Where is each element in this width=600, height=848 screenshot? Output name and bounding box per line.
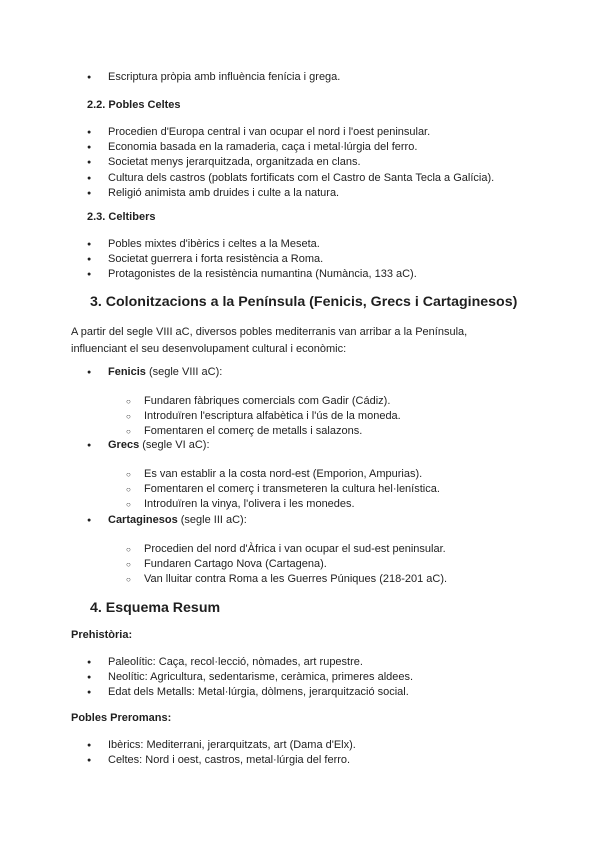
list-item: ● Edat dels Metalls: Metal·lúrgia, dòlmens, jerarquització social. (71, 685, 413, 700)
list-item: ● Economia basada en la ramaderia, caça i metal·lúrgia del ferro. (71, 140, 494, 155)
group-item-fenicis (71, 365, 222, 380)
cartaginesos-sublist (0, 542, 447, 588)
list-item: ● Pobles mixtes d'ibèrics i celtes a la Meseta. (71, 237, 417, 252)
section-heading-esquema: 4. Esquema Resum (90, 600, 221, 616)
intro-line: influenciant el seu desenvolupament cultural i econòmic: (71, 342, 347, 355)
list-item: ● Paleolític: Caça, recol·lecció, nòmades, art rupestre. (71, 655, 413, 670)
grecs-group (0, 438, 210, 453)
celtes-list (0, 125, 494, 201)
colonitzacions-intro (71, 324, 531, 357)
list-item: ● Celtes: Nord i oest, castros, metal·lúrgia del ferro. (71, 753, 356, 768)
sublist-item: ○ Van lluitar contra Roma a les Guerres Púniques (218-201 aC). (85, 572, 447, 587)
list-item: ● Societat menys jerarquitzada, organitzada en clans. (71, 155, 494, 170)
list-item: ● Escriptura pròpia amb influència fenícia i grega. (71, 70, 340, 85)
list-item: ● Cultura dels castros (poblats fortificats com el Castro de Santa Tecla a Galícia). (71, 171, 494, 186)
cartaginesos-group (0, 513, 247, 528)
sublist-item: ○ Fomentaren el comerç i transmeteren la cultura hel·lenística. (85, 482, 440, 497)
group-item-grecs (71, 438, 210, 453)
group-period: (segle VIII aC): (145, 366, 223, 378)
list-item: ● Religió animista amb druides i culte a la natura. (71, 186, 494, 201)
sublist-item: ○ Introduïren l'escriptura alfabètica i l'ús de la moneda. (85, 409, 401, 424)
list-item: ● Ibèrics: Mediterrani, jerarquitzats, art (Dama d'Elx). (71, 738, 356, 753)
subheading-celtes: 2.2. Pobles Celtes (87, 99, 181, 111)
sublist-item: ○ Fundaren fàbriques comercials com Gadir (Cádiz). (85, 394, 401, 409)
intro-line: A partir del segle VIII aC, diversos pobles mediterranis van arribar a la Península, (71, 326, 468, 338)
celtibers-list (0, 237, 417, 283)
subheading-celtibers: 2.3. Celtibers (87, 211, 156, 223)
group-name: Grecs (108, 439, 140, 451)
sublist-item: ○ Procedien del nord d'Àfrica i van ocupar el sud-est peninsular. (85, 542, 447, 557)
label-preromans: Pobles Preromans: (71, 712, 172, 724)
fenicis-sublist (0, 394, 401, 440)
sublist-item: ○ Fomentaren el comerç de metalls i salazons. (85, 424, 401, 439)
list-item: ● Societat guerrera i forta resistència a Roma. (71, 252, 417, 267)
sublist-item: ○ Fundaren Cartago Nova (Cartagena). (85, 557, 447, 572)
grecs-sublist (0, 467, 440, 513)
iberics-tail-list (0, 70, 340, 85)
group-period: (segle VI aC): (139, 439, 210, 451)
sublist-item: ○ Introduïren la vinya, l'olivera i les monedes. (85, 497, 440, 512)
list-item: ● Neolític: Agricultura, sedentarisme, ceràmica, primeres aldees. (71, 670, 413, 685)
group-name: Fenicis (108, 366, 146, 378)
prehistoria-list (0, 655, 413, 701)
sublist-item: ○ Es van establir a la costa nord-est (Emporion, Ampurias). (85, 467, 440, 482)
group-item-cartaginesos (71, 513, 247, 528)
group-period: (segle III aC): (177, 514, 247, 526)
group-name: Cartaginesos (108, 514, 178, 526)
list-item: ● Procedien d'Europa central i van ocupar el nord i l'oest peninsular. (71, 125, 494, 140)
label-prehistoria: Prehistòria: (71, 629, 133, 641)
list-item: ● Protagonistes de la resistència numantina (Numància, 133 aC). (71, 267, 417, 282)
preromans-list (0, 738, 356, 768)
section-heading-colonitzacions: 3. Colonitzacions a la Península (Fenicis, Grecs i Cartaginesos) (90, 294, 518, 310)
fenicis-group (0, 365, 222, 380)
